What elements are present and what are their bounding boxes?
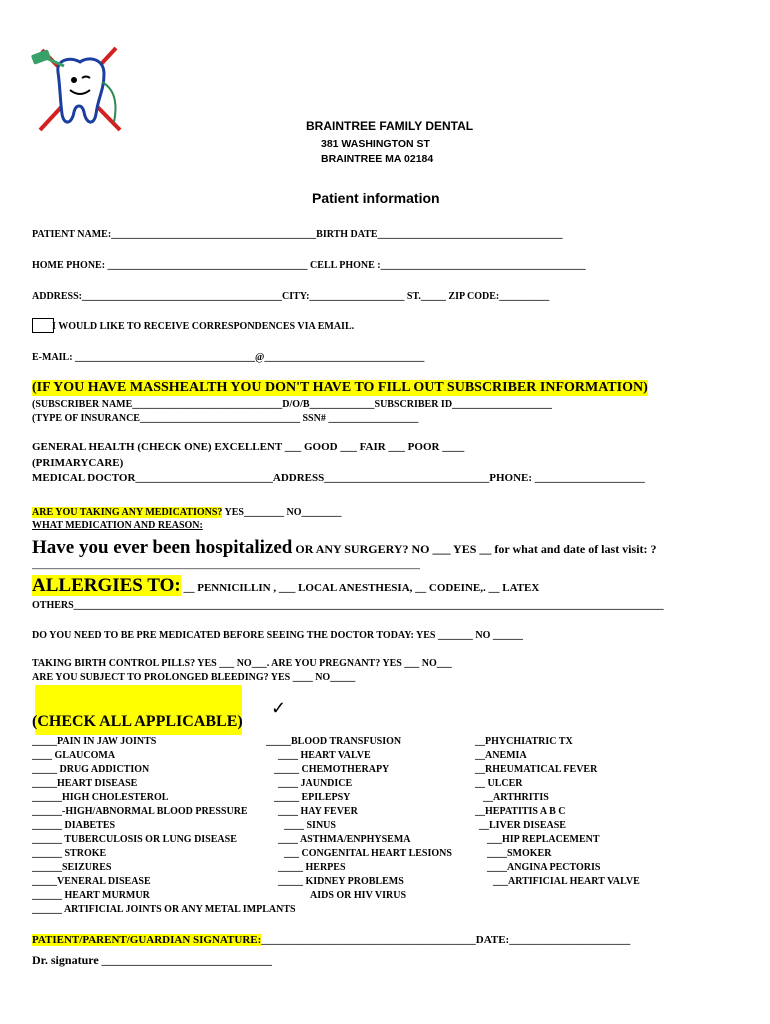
condition-item[interactable]: ______SEIZURES [32,862,112,873]
allergies-list[interactable]: __ PENNICILLIN , ___ LOCAL ANESTHESIA, __ CODEINE,. __ LATEX [180,582,540,594]
condition-item[interactable]: __ANEMIA [475,750,527,761]
condition-item[interactable]: ____ HAY FEVER [278,806,358,817]
allergies-label: ALLERGIES TO: [32,575,181,596]
condition-item[interactable]: _____PAIN IN JAW JOINTS [32,736,157,747]
condition-item[interactable]: ______ TUBERCULOSIS OR LUNG DISEASE [32,834,237,845]
condition-item[interactable]: ____ HEART VALVE [278,750,371,761]
condition-item[interactable]: ______ STROKE [32,848,107,859]
patient-signature-line[interactable]: _______________________________________DATE:______________________ [261,934,631,946]
condition-item[interactable]: ____ ASTHMA/ENPHYSEMA [278,834,411,845]
condition-item[interactable]: ______-HIGH/ABNORMAL BLOOD PRESSURE [32,806,248,817]
address-fields[interactable]: ADDRESS:________________________________________CITY:___________________ ST._____ ZIP CODE:__________ [32,291,550,302]
condition-item[interactable]: AIDS OR HIV VIRUS [310,890,407,901]
practice-street: 381 WASHINGTON ST [321,138,430,150]
check-all-label: (CHECK ALL APPLICABLE [32,713,238,730]
medications-row [32,507,341,519]
premedication-question[interactable]: DO YOU NEED TO BE PRE MEDICATED BEFORE SEEING THE DOCTOR TODAY: YES _______ NO ______ [32,630,523,641]
condition-item[interactable]: ___HIP REPLACEMENT [487,834,600,845]
email-optin-label: I WOULD LIKE TO RECEIVE CORRESPONDENCES VIA EMAIL. [52,321,355,332]
condition-item[interactable]: _____HEART DISEASE [32,778,138,789]
condition-item[interactable]: __PHYCHIATRIC TX [475,736,573,747]
checkmark-icon: ✓ [271,698,287,718]
condition-item[interactable]: ____ GLAUCOMA [32,750,116,761]
subscriber-fields[interactable]: (SUBSCRIBER NAME______________________________D/O/B_____________SUBSCRIBER ID____________________ [32,399,553,410]
condition-item[interactable]: _____BLOOD TRANSFUSION [266,736,402,747]
patient-signature-row[interactable] [32,934,630,947]
doctor-signature-label: Dr. signature [32,953,99,967]
patient-signature-label: PATIENT/PARENT/GUARDIAN SIGNATURE: [32,934,262,946]
allergies-others[interactable]: OTHERS______________________________________________________________________________________________________________________ [32,600,664,611]
medications-answer[interactable]: YES________ NO________ [222,507,342,518]
hospitalized-rest: OR ANY SURGERY? NO ___ YES __ for what and date of last visit: ? [292,542,657,556]
condition-item[interactable]: ___ARTIFICIAL HEART VALVE [493,876,640,887]
condition-item[interactable]: ______ DIABETES [32,820,116,831]
email-optin-checkbox[interactable] [32,318,54,333]
medical-doctor-field[interactable]: MEDICAL DOCTOR_________________________ADDRESS______________________________PHONE: ____________________ [32,472,645,484]
condition-item[interactable]: __LIVER DISEASE [479,820,566,831]
condition-item[interactable]: _____ DRUG ADDICTION [32,764,150,775]
condition-item[interactable]: _____ EPILEPSY [274,792,351,803]
insurance-type-field[interactable]: (TYPE OF INSURANCE________________________________ SSN# __________________ [32,413,419,424]
bleeding-question[interactable]: ARE YOU SUBJECT TO PROLONGED BLEEDING? YES ____ NO_____ [32,672,356,683]
condition-item[interactable]: ____ANGINA PECTORIS [487,862,601,873]
doctor-signature-row[interactable] [32,954,272,968]
hospitalized-line[interactable]: _________________________________________________________________________________________________ [32,561,420,570]
medication-reason[interactable]: WHAT MEDICATION AND REASON: [32,520,203,531]
condition-item[interactable]: ____ SINUS [284,820,336,831]
general-health[interactable]: GENERAL HEALTH (CHECK ONE) EXCELLENT ___ GOOD ___ FAIR ___ POOR ____ [32,441,465,453]
check-all-heading [32,713,243,731]
birth-control-question[interactable]: TAKING BIRTH CONTROL PILLS? YES ___ NO___. ARE YOU PREGNANT? YES ___ NO___ [32,658,452,669]
allergies-row [32,575,539,597]
email-field[interactable]: E-MAIL: ____________________________________@________________________________ [32,352,425,363]
condition-item[interactable]: ______ ARTIFICIAL JOINTS OR ANY METAL IMPLANTS [32,904,296,915]
doctor-signature-line[interactable]: _______________________________ [98,955,272,967]
medications-question: ARE YOU TAKING ANY MEDICATIONS? [32,507,223,518]
hospitalized-row[interactable] [32,537,657,559]
condition-item[interactable]: ____ JAUNDICE [278,778,353,789]
condition-item[interactable]: _____ CHEMOTHERAPY [274,764,390,775]
condition-item[interactable]: ______ HEART MURMUR [32,890,150,901]
condition-item[interactable]: ___ CONGENITAL HEART LESIONS [284,848,452,859]
form-title: Patient information [312,190,440,206]
hospitalized-question: Have you ever been hospitalized [32,537,293,558]
condition-item[interactable]: _____VENERAL DISEASE [32,876,151,887]
condition-item[interactable]: ______HIGH CHOLESTEROL [32,792,169,803]
condition-item[interactable]: __HEPATITIS A B C [475,806,566,817]
masshealth-note: (IF YOU HAVE MASSHEALTH YOU DON'T HAVE TO FILL OUT SUBSCRIBER INFORMATION) [32,380,648,395]
dental-logo [28,42,138,137]
check-all-close: ) [237,713,243,730]
practice-name: BRAINTREE FAMILY DENTAL [306,119,474,133]
condition-item[interactable]: _____ HERPES [278,862,346,873]
condition-item[interactable]: __RHEUMATICAL FEVER [475,764,598,775]
patient-name-field[interactable]: PATIENT NAME:_________________________________________BIRTH DATE_____________________________________ [32,229,563,240]
primary-care-label: (PRIMARYCARE) [32,457,124,469]
practice-city: BRAINTREE MA 02184 [321,153,434,165]
condition-item[interactable]: __ARTHRITIS [483,792,549,803]
condition-item[interactable]: ____SMOKER [487,848,552,859]
phone-fields[interactable]: HOME PHONE: ________________________________________ CELL PHONE :_________________________________________ [32,260,586,271]
condition-item[interactable]: __ ULCER [475,778,523,789]
condition-item[interactable]: _____ KIDNEY PROBLEMS [278,876,404,887]
